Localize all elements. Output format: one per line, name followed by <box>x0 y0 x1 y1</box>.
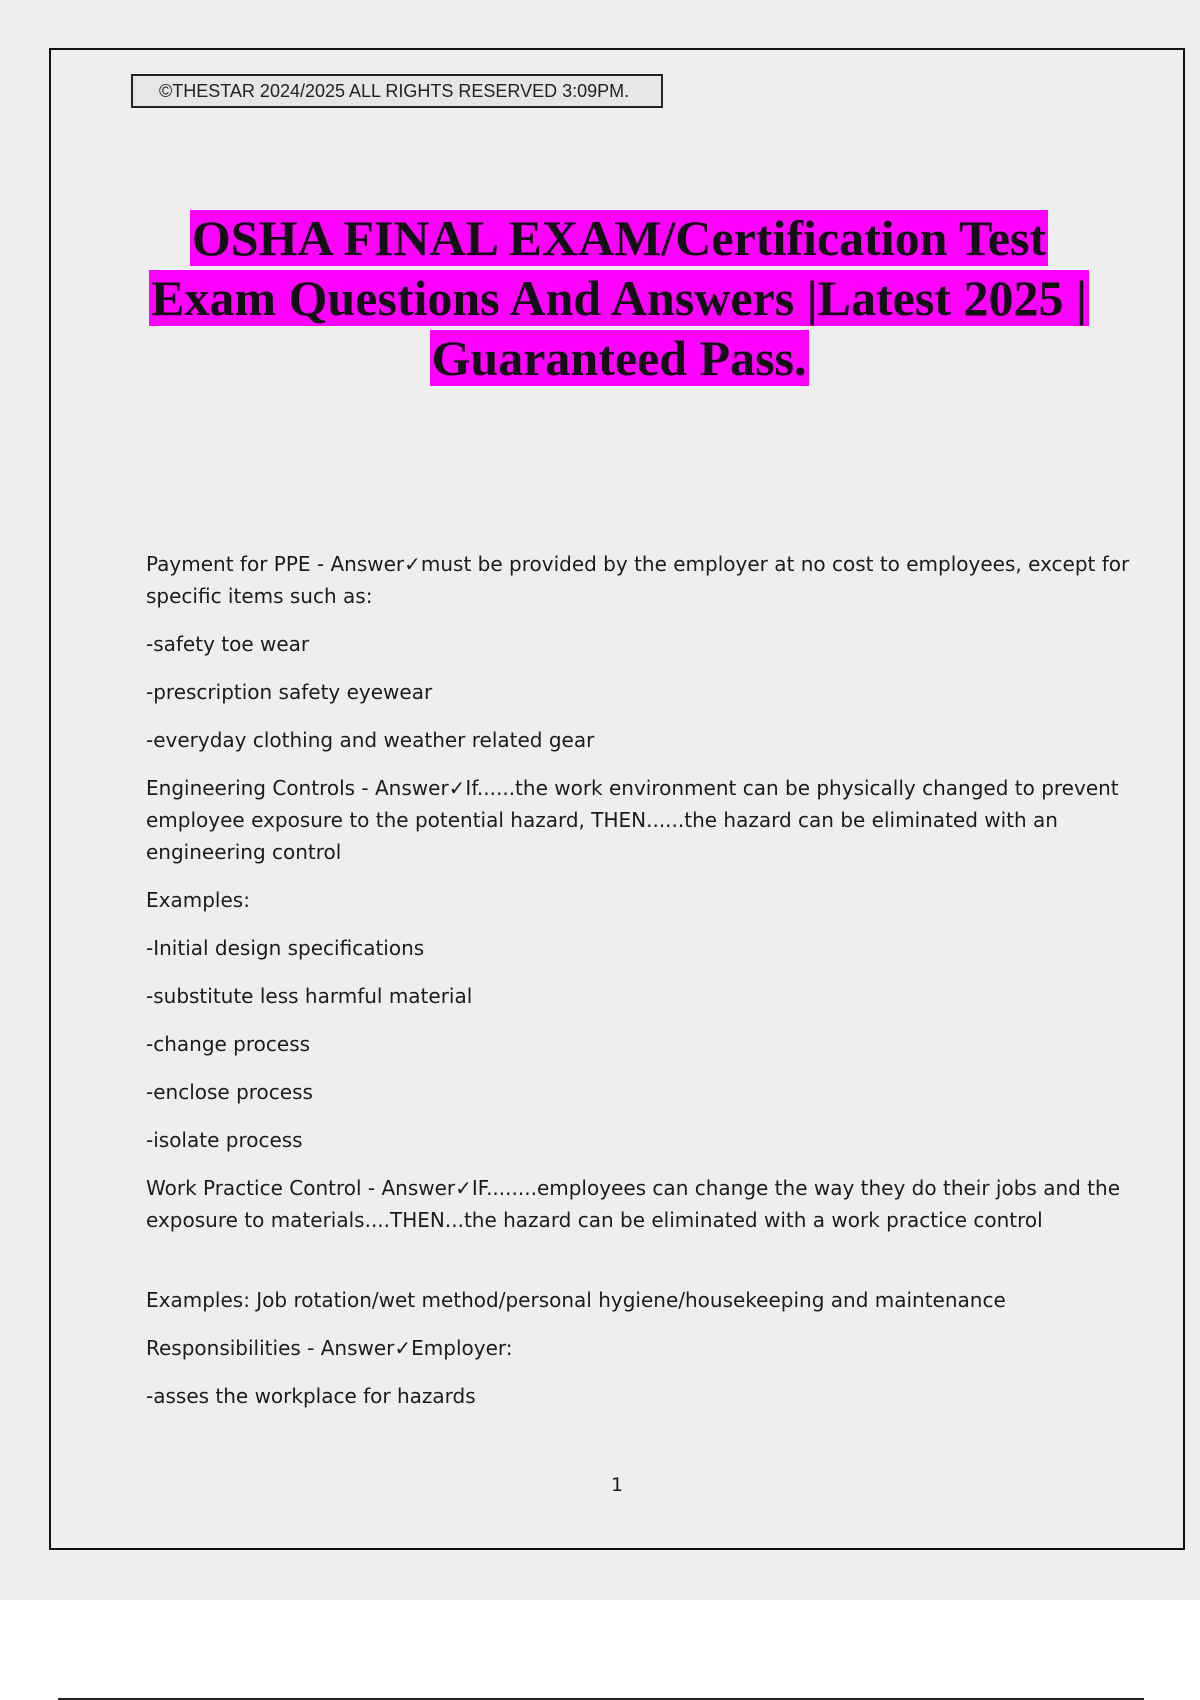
list-item: -enclose process <box>146 1080 313 1104</box>
list-item: -asses the workplace for hazards <box>146 1384 476 1408</box>
title-line-1: OSHA FINAL EXAM/Certification Test <box>191 210 1047 266</box>
examples-label: Examples: <box>146 888 250 912</box>
list-item: -Initial design specifications <box>146 936 425 960</box>
list-item: -safety toe wear <box>146 632 310 656</box>
paragraph-engineering-controls: Engineering Controls - Answer✓If......the work environment can be physically changed to prevent employee exposure to the potential hazard, THEN......the hazard can be eliminated with an engineering control <box>146 776 1119 864</box>
paragraph-work-practice-control: Work Practice Control - Answer✓IF........employees can change the way they do their jobs and the exposure to materials....THEN...the hazard can be eliminated with a work practice control <box>146 1176 1121 1232</box>
title-line-2: Exam Questions And Answers |Latest 2025 | <box>150 270 1087 326</box>
list-item: -change process <box>146 1032 311 1056</box>
list-item: -isolate process <box>146 1128 303 1152</box>
paragraph-responsibilities: Responsibilities - Answer✓Employer: <box>146 1336 513 1360</box>
list-item: -everyday clothing and weather related gear <box>146 728 595 752</box>
document-title <box>111 208 1127 388</box>
document-body <box>146 548 1146 1428</box>
title-line-3: Guaranteed Pass. <box>431 330 807 386</box>
paragraph-examples: Examples: Job rotation/wet method/personal hygiene/housekeeping and maintenance <box>146 1288 1006 1312</box>
list-item: -substitute less harmful material <box>146 984 473 1008</box>
copyright-header: ©THESTAR 2024/2025 ALL RIGHTS RESERVED 3:09PM. <box>131 74 663 108</box>
document-page <box>49 48 1185 1550</box>
paragraph-payment-ppe: Payment for PPE - Answer✓must be provided by the employer at no cost to employees, except for specific items such as: <box>146 552 1130 608</box>
page-number: 1 <box>610 1474 624 1496</box>
list-item: -prescription safety eyewear <box>146 680 433 704</box>
